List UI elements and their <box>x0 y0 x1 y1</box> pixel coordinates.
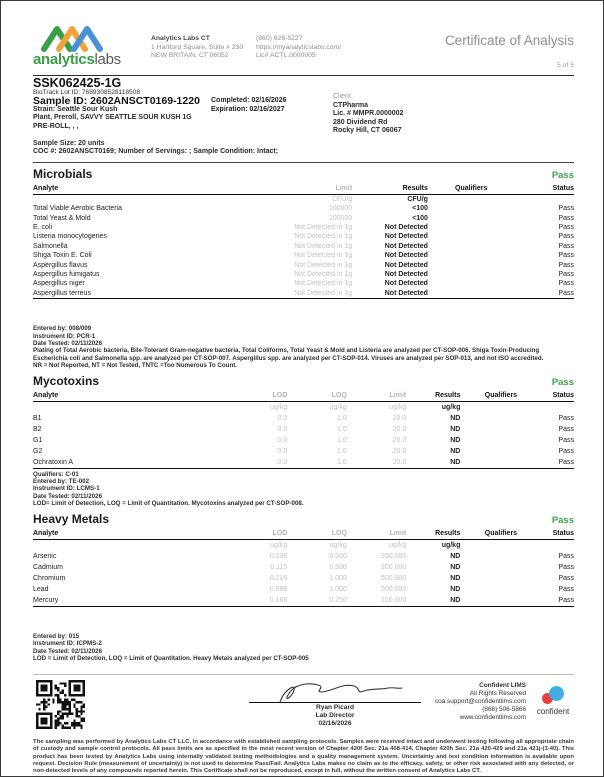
table-cell: Not Detected <box>384 233 428 241</box>
section-mycotoxins <box>33 374 574 508</box>
table-cell: Pass <box>558 425 574 433</box>
signature-date: 02/16/2026 <box>318 719 352 727</box>
lims-email-link[interactable]: coa.support@confidentlims.com <box>434 698 526 706</box>
table-row <box>33 279 574 288</box>
lab-address <box>151 35 246 61</box>
table-row <box>33 194 574 204</box>
footnote-line: LOD = Limit of Detection, LOQ = Limit of Quantitation. Heavy Metals analyzed per CT-SOP-005 <box>33 654 309 662</box>
confident-logo <box>532 686 574 716</box>
table-cell: Not Detected in 1g <box>294 280 353 288</box>
table-cell: Pass <box>558 271 574 278</box>
column-header: Analyte <box>33 184 249 195</box>
table-cell: Pass <box>558 261 574 269</box>
table-cell: ND <box>450 447 461 455</box>
column-header: Results <box>406 529 460 540</box>
mycotoxins-footnotes <box>33 471 574 508</box>
signer-name: Ryan Picard <box>315 704 355 712</box>
coc-line: COC #: 2602ANSCT0169; Number of Servings: ; Sample Condition: Intact; <box>33 148 279 156</box>
header <box>33 21 574 69</box>
table-cell: Aspergillus terreus <box>33 289 91 297</box>
table-cell: Shiga Toxin E. Coli <box>33 252 92 260</box>
status-badge: Pass <box>551 169 574 181</box>
table-row <box>33 242 574 251</box>
lab-name: Analytics Labs CT <box>151 35 210 42</box>
table-cell: ND <box>450 425 461 433</box>
batch-code: SSK062425-1G <box>33 76 122 90</box>
footnote-line: Date Tested: 02/11/2026 <box>33 492 103 500</box>
confident-word: confident <box>536 707 570 717</box>
table-cell <box>460 457 541 469</box>
biotrack-lot-id: BioTrack Lot ID: 7689308528118508 <box>33 88 141 96</box>
table-cell <box>33 539 168 551</box>
signature-line <box>249 702 421 703</box>
table-cell: ug/kg <box>270 541 288 549</box>
footer-divider <box>33 674 574 675</box>
column-header: LOD <box>168 529 287 540</box>
table-cell: 1.0 <box>337 414 347 422</box>
table-cell: ND <box>450 574 461 582</box>
signer-role: Lab Director <box>315 712 355 720</box>
table-row <box>33 551 574 562</box>
table-cell: Pass <box>558 447 574 455</box>
lab-website-link[interactable]: https://myanalyticslabs.com/ <box>256 43 341 51</box>
table-cell: Pass <box>558 280 574 288</box>
table-cell: Pass <box>558 242 574 250</box>
table-cell: 1.000 <box>329 574 347 582</box>
table-cell <box>460 424 541 435</box>
footnote-line: Date Tested: 02/11/2026 <box>33 647 103 655</box>
section-title: Mycotoxins <box>33 373 100 388</box>
table-cell: Pass <box>558 585 574 593</box>
table-cell: 0.0 <box>277 414 288 422</box>
table-cell: Aspergillus flavus <box>33 261 88 269</box>
table-cell: Pass <box>558 252 574 260</box>
table-cell: Not Detected <box>384 289 428 297</box>
footnote-line: Instrument ID: LCMS-1 <box>33 485 100 493</box>
table-cell: ug/kg <box>329 403 347 411</box>
mycotoxins-table <box>33 391 574 469</box>
signature-block <box>240 680 430 727</box>
table-cell: B1 <box>33 414 42 422</box>
table-cell: ND <box>450 414 461 422</box>
table-cell: ug/kg <box>389 541 407 549</box>
table-row <box>33 435 574 446</box>
column-header: LOQ <box>287 391 347 402</box>
disclaimer-text: The sampling was performed by Analytics Labs CT LLC, in accordance with established sampling protocols. Samples were received intact and underwent testing following all appropriate chain of custody and sample control protocols. All pass limits are as specified in the most recent version of Chapter 420f Sec. 21a 408-414, Chapter 420h Sec. 21a 420-429 and 21a 421j-(1-40). This product has been tested by Analytics Labs using internally validated testing methodologies and a quality management system. Uncertainty and test condition information is available upon request. Decision Rule (measurement of uncertainty) is not used to determine Pass/Fail. Analytics Labs makes no claim as to the efficacy, safety, or other risk associated with any detected, or non-detected levels of any compounds reported herein. This Certificate shall not be reproduced, except in full, without the written consent of Analytics Labs CT. <box>33 739 574 774</box>
column-header: Results <box>352 184 428 195</box>
table-row <box>33 214 574 223</box>
table-cell: Not Detected <box>384 261 428 269</box>
section-heavy-metals <box>33 512 574 663</box>
lab-contact <box>256 35 341 61</box>
client-address2: Rocky Hill, CT 06067 <box>333 127 402 135</box>
table-cell: 20.0 <box>392 436 407 444</box>
column-header: Status <box>514 184 574 195</box>
page-indicator: 5 of 5 <box>556 62 574 69</box>
table-cell: 1.0 <box>337 447 347 455</box>
table-cell: 20.0 <box>392 425 407 433</box>
table-cell: ND <box>450 563 461 571</box>
expiration-date: Expiration: 02/16/2027 <box>211 105 285 113</box>
table-cell: ug/kg <box>441 403 461 411</box>
column-header: Analyte <box>33 529 168 540</box>
table-cell: ND <box>450 596 461 604</box>
table-cell: 0.188 <box>269 596 288 604</box>
table-cell <box>542 539 575 551</box>
status-badge: Pass <box>551 514 574 526</box>
sample-size: Sample Size: 20 units <box>33 139 105 147</box>
table-cell: 0.216 <box>269 574 288 582</box>
table-cell: Pass <box>558 414 574 422</box>
table-cell: Salmonella <box>33 242 68 250</box>
table-cell <box>460 413 541 424</box>
table-cell <box>428 251 515 260</box>
table-cell <box>428 261 515 270</box>
table-cell <box>460 401 541 413</box>
mountains-logo-icon <box>39 21 111 53</box>
client-info <box>333 93 403 136</box>
document-title: Certificate of Analysis <box>444 33 574 48</box>
lab-address-line2: NEW BRITAIN, CT 06052 <box>151 52 229 60</box>
table-row <box>33 562 574 573</box>
column-header: LOQ <box>287 529 347 540</box>
table-cell <box>428 194 515 204</box>
table-cell: 100.000 <box>380 596 407 604</box>
table-cell <box>460 595 541 607</box>
table-cell <box>460 562 541 573</box>
table-row <box>33 573 574 584</box>
table-cell: ug/kg <box>389 403 407 411</box>
microbials-footnotes <box>33 325 574 369</box>
table-cell: Arsenic <box>33 552 57 560</box>
table-cell: Not Detected in 1g <box>294 289 353 297</box>
table-cell <box>428 289 515 299</box>
lab-license: Lic# ACTL.0000005 <box>256 52 316 60</box>
table-cell: Pass <box>558 289 574 297</box>
table-row <box>33 446 574 457</box>
table-cell: 200.000 <box>380 563 407 571</box>
lims-name: Confident LIMS <box>479 682 526 690</box>
table-cell: 1.0 <box>337 425 347 433</box>
table-cell: Pass <box>558 552 574 560</box>
table-cell: 0.500 <box>329 563 347 571</box>
table-row <box>33 457 574 469</box>
column-header: Status <box>542 529 575 540</box>
footnote-line: Plating of Total Aerobic bacteria, Bile-Tolerant Gram-negative bacteria, Total Coliforms, Total Yeast & Mold and Listeria are analyzed per CT-SOP-006. Shiga Toxin-Producing Escherichia coli and Salmonella spp. are analyzed per CT-SOP-007. Aspergillus spp. are analyzed per CT-SOP-014. Viruses are analyzed per SOP-013, and not ISO accredited. <box>33 347 544 362</box>
heavy-metals-table <box>33 529 574 607</box>
table-cell: CFU/g <box>407 195 428 203</box>
table-cell: 20.0 <box>392 447 407 455</box>
table-cell <box>428 232 515 241</box>
product-line2: PRE-ROLL, , , <box>33 122 79 130</box>
table-cell: 500.000 <box>380 585 407 593</box>
footnote-line: Entered by: 015 <box>33 632 80 640</box>
footnote-line: Instrument ID: PCR-1 <box>33 332 96 340</box>
table-cell: Pass <box>558 223 574 231</box>
table-cell: Ochratoxin A <box>33 458 74 466</box>
lims-site-link[interactable]: www.confidentlims.com <box>459 714 526 722</box>
client-address1: 280 Dividend Rd <box>333 118 388 126</box>
table-cell <box>460 573 541 584</box>
table-row <box>33 539 574 551</box>
strain: Strain: Seattle Sour Kush <box>33 105 118 113</box>
table-row <box>33 270 574 279</box>
column-header: Qualifiers <box>428 184 515 195</box>
table-cell: ND <box>450 458 461 466</box>
table-cell <box>428 242 515 251</box>
table-cell <box>460 551 541 562</box>
table-cell <box>460 446 541 457</box>
column-header: Qualifiers <box>460 529 541 540</box>
client-name: CTPharma <box>333 101 369 109</box>
table-cell <box>460 584 541 595</box>
table-row <box>33 584 574 595</box>
heavy-metals-footnotes <box>33 633 574 663</box>
logo-wordmark: analyticslabs <box>33 51 121 68</box>
table-cell <box>428 214 515 223</box>
product-line1: Plant, Preroll, SAVVY SEATTLE SOUR KUSH 1G <box>33 114 192 122</box>
table-cell: Not Detected in 1g <box>294 233 353 241</box>
column-header: LOD <box>168 391 287 402</box>
table-cell: Total Viable Aerobic Bacteria <box>33 205 122 213</box>
table-cell: 20.0 <box>392 414 407 422</box>
table-cell: Pass <box>558 574 574 582</box>
section-microbials <box>33 167 574 370</box>
table-cell: Not Detected <box>384 242 428 250</box>
table-cell: Pass <box>558 214 574 222</box>
table-cell: Not Detected <box>384 271 428 278</box>
table-cell: Not Detected in 1g <box>294 261 353 269</box>
table-cell: ug/kg <box>329 541 347 549</box>
table-cell: G1 <box>33 436 43 444</box>
lab-logo <box>33 21 151 68</box>
table-cell: 600.000 <box>380 574 407 582</box>
table-row <box>33 223 574 232</box>
sample-id: Sample ID: 2602ANSCT0169-1220 <box>33 95 200 108</box>
sample-info <box>33 76 574 157</box>
footnote-line: LOD= Limit of Detection, LOQ = Limit of Quantitation. Mycotoxins analyzed per CT-SOP-008. <box>33 500 304 508</box>
table-cell: Pass <box>558 458 574 466</box>
table-cell: Aspergillus fumigatus <box>33 271 100 278</box>
table-cell: Pass <box>558 233 574 241</box>
footnote-line: Date Tested: 02/11/2026 <box>33 340 103 348</box>
table-cell: 0.0 <box>277 436 288 444</box>
table-cell: G2 <box>33 447 43 455</box>
table-row <box>33 204 574 213</box>
sample-divider <box>33 162 574 163</box>
table-cell <box>428 223 515 232</box>
table-cell: Not Detected in 1g <box>294 242 353 250</box>
table-cell <box>514 194 574 204</box>
table-cell: 100000 <box>328 205 353 213</box>
table-cell: Aspergillus niger <box>33 280 85 288</box>
lab-address-line1: 1 Hartford Square, Suite # 230 <box>151 43 244 51</box>
table-cell: 1.0 <box>337 436 347 444</box>
table-cell: Not Detected <box>384 280 428 288</box>
table-row <box>33 251 574 260</box>
table-cell: ND <box>450 436 461 444</box>
table-cell: 0.236 <box>269 552 288 560</box>
table-cell: 1.0 <box>337 458 347 466</box>
table-cell: 20.0 <box>392 458 407 466</box>
table-cell: 0.0 <box>277 458 288 466</box>
footnote-line: Entered by: TE-002 <box>33 478 90 486</box>
table-cell: Not Detected in 1g <box>294 223 353 231</box>
table-cell: Lead <box>33 585 49 593</box>
table-cell: ND <box>450 585 461 593</box>
table-cell: 0.088 <box>269 585 288 593</box>
column-header: Limit <box>347 529 407 540</box>
table-cell <box>428 270 515 279</box>
table-cell: Pass <box>558 205 574 213</box>
table-cell <box>460 539 541 551</box>
column-header: Analyte <box>33 391 168 402</box>
table-cell: 0.500 <box>329 552 347 560</box>
table-cell: Chromium <box>33 574 66 582</box>
table-cell: Total Yeast & Mold <box>33 214 91 222</box>
table-row <box>33 424 574 435</box>
status-badge: Pass <box>551 376 574 388</box>
footnote-line: Entered by: 008/009 <box>33 325 92 333</box>
table-cell: Mercury <box>33 596 59 604</box>
lims-phone: (866) 506-5866 <box>482 706 526 714</box>
table-cell: ug/kg <box>441 541 461 549</box>
table-cell: B2 <box>33 425 42 433</box>
column-header: Qualifiers <box>460 391 541 402</box>
table-cell: CFU/g <box>331 195 353 203</box>
table-cell: Pass <box>558 596 574 604</box>
column-header: Status <box>542 391 575 402</box>
table-cell: 100000 <box>328 214 353 222</box>
table-cell: Pass <box>558 436 574 444</box>
table-cell: 0.0 <box>277 425 288 433</box>
table-cell: Not Detected in 1g <box>294 271 353 278</box>
column-header: Limit <box>347 391 407 402</box>
table-row <box>33 289 574 299</box>
client-label: Client <box>333 93 351 100</box>
table-cell <box>33 401 168 413</box>
table-cell: Not Detected <box>384 223 428 231</box>
qr-code <box>36 680 85 729</box>
footnote-line: Instrument ID: ICPMS-2 <box>33 640 102 648</box>
table-cell: Cadmium <box>33 563 63 571</box>
footnote-line: Qualifiers: C-01 <box>33 470 79 478</box>
table-row <box>33 595 574 607</box>
table-row <box>33 232 574 241</box>
table-cell: 200.000 <box>380 552 407 560</box>
section-title: Microbials <box>33 166 93 181</box>
section-title: Heavy Metals <box>33 511 110 526</box>
table-cell: <100 <box>412 205 428 213</box>
table-cell: 0.115 <box>270 563 288 571</box>
table-cell <box>33 194 249 204</box>
table-cell: 0.0 <box>277 447 288 455</box>
table-row <box>33 413 574 424</box>
table-cell <box>542 401 575 413</box>
footnote-line: NR = Not Reported, NT = Not Tested, TNTC =Too Numerous To Count. <box>33 362 238 370</box>
lims-block <box>435 680 574 722</box>
column-header: Results <box>406 391 460 402</box>
lab-phone: (860) 925-5227 <box>256 35 303 42</box>
table-cell <box>428 279 515 288</box>
client-license: Lic. # MMPR.0000002 <box>333 110 404 118</box>
table-cell <box>460 435 541 446</box>
table-cell: E. coli <box>33 223 53 231</box>
table-cell: <100 <box>412 214 428 222</box>
table-cell: Pass <box>558 563 574 571</box>
table-row <box>33 401 574 413</box>
table-cell <box>428 204 515 213</box>
table-cell: Not Detected <box>384 252 428 260</box>
table-cell: Not Detected in 1g <box>294 252 353 260</box>
confident-circles-icon <box>542 686 564 706</box>
footer <box>33 680 574 729</box>
table-row <box>33 261 574 270</box>
table-cell: ND <box>450 552 461 560</box>
microbials-table <box>33 184 574 299</box>
table-cell: 1.000 <box>329 585 347 593</box>
table-cell: 0.250 <box>329 596 347 604</box>
column-header: Limit <box>249 184 352 195</box>
lims-rights: All Rights Reserved <box>469 690 526 698</box>
table-cell: Listeria monocytogenes <box>33 233 107 241</box>
table-cell: ug/kg <box>270 403 288 411</box>
completed-date: Completed: 02/16/2026 <box>211 97 287 105</box>
